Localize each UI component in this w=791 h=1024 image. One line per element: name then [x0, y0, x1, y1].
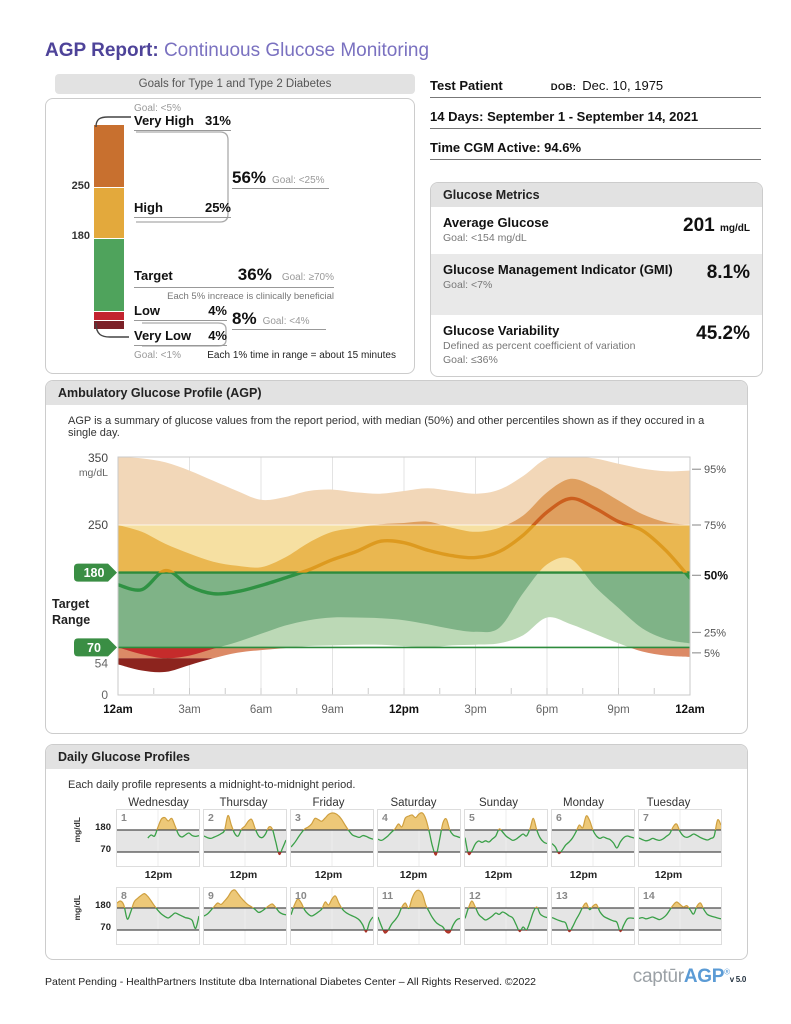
- bar-axis-250: 250: [71, 180, 90, 192]
- noon-labels-row: [116, 869, 747, 881]
- svg-text:3pm: 3pm: [464, 704, 487, 716]
- page-title-bold: AGP Report:: [45, 40, 159, 61]
- row-target: Target 36% Goal: ≥70%: [134, 265, 334, 288]
- daily-row-2: [70, 887, 747, 945]
- daily-mini-chart: [204, 888, 286, 944]
- patient-info: [430, 78, 761, 171]
- agp-chart-wrap: [50, 443, 747, 738]
- bar-segment-high: [94, 187, 124, 238]
- svg-text:6am: 6am: [249, 704, 273, 716]
- svg-text:75%: 75%: [704, 520, 727, 532]
- daily-mini-chart: [117, 888, 199, 944]
- daily-mini-chart: [291, 810, 373, 866]
- agp-section: [45, 380, 748, 734]
- bar-segment-very_high: [94, 125, 124, 187]
- captur-agp-logo: captūrAGP®v 5.0: [632, 966, 746, 987]
- daily-profile-day-12: [464, 887, 548, 945]
- daily-profile-day-2: [203, 809, 287, 867]
- svg-text:0: 0: [101, 688, 108, 702]
- noon-label: 12pm: [484, 869, 513, 881]
- patient-name-row: [430, 78, 761, 98]
- svg-text:6pm: 6pm: [535, 704, 559, 716]
- page-footer: [45, 966, 746, 988]
- bar-axis-180: 180: [71, 230, 90, 242]
- daily-profile-day-10: [290, 887, 374, 945]
- day-number: 14: [643, 890, 655, 902]
- daily-mini-chart: [465, 810, 547, 866]
- row-very-low: Very Low 4%: [134, 328, 227, 346]
- day-name: Sunday: [478, 797, 518, 809]
- day-number: 5: [469, 812, 475, 824]
- svg-text:350: 350: [87, 451, 108, 465]
- glucose-metrics-panel: [430, 182, 763, 377]
- target-note: Each 5% increace is clinically beneficial: [167, 291, 334, 302]
- noon-label: 12pm: [314, 869, 343, 881]
- day-number: 12: [469, 890, 481, 902]
- copyright-text: Patent Pending - HealthPartners Institute dba International Diabetes Center – All Rights Reserved. ©2022: [45, 976, 537, 988]
- svg-text:12pm: 12pm: [388, 704, 420, 716]
- daily-row-1: [70, 809, 747, 867]
- bar-segment-target: [94, 238, 124, 311]
- day-number: 4: [382, 812, 388, 824]
- day-name: Tuesday: [646, 797, 691, 809]
- day-number: 13: [556, 890, 568, 902]
- day-name: Thursday: [219, 797, 268, 809]
- daily-profile-day-3: [290, 809, 374, 867]
- noon-label: 12pm: [654, 869, 683, 881]
- bar-segment-low: [94, 311, 124, 320]
- daily-mini-chart: [204, 810, 286, 866]
- metrics-header: Glucose Metrics: [431, 183, 762, 207]
- agp-chart: [50, 443, 740, 733]
- day-name: Saturday: [390, 797, 437, 809]
- day-names-row: [116, 797, 747, 809]
- report-period-row: 14 Days: September 1 - September 14, 2021: [430, 109, 761, 129]
- time-in-ranges-bar: [94, 125, 124, 329]
- day-name: Monday: [563, 797, 604, 809]
- day-number: 1: [121, 812, 127, 824]
- day-name: Wednesday: [128, 797, 189, 809]
- agp-description: AGP is a summary of glucose values from the report period, with median (50%) and other percentiles shown as if they occured in a single day.: [68, 415, 705, 439]
- daily-mini-chart: [552, 810, 634, 866]
- svg-text:3am: 3am: [178, 704, 201, 716]
- day-number: 2: [208, 812, 214, 824]
- axis-unit: mg/dL: [72, 895, 82, 921]
- svg-text:250: 250: [87, 518, 108, 532]
- daily-profile-day-1: [116, 809, 200, 867]
- row-low: Low 4%: [134, 303, 227, 321]
- noon-label: 12pm: [569, 869, 598, 881]
- daily-section-header: Daily Glucose Profiles: [46, 745, 747, 769]
- svg-text:25%: 25%: [704, 627, 727, 640]
- daily-profile-day-8: [116, 887, 200, 945]
- row-very-high: Very High 31%: [134, 113, 231, 131]
- daily-profile-day-4: [377, 809, 461, 867]
- daily-profile-day-13: [551, 887, 635, 945]
- svg-text:180: 180: [83, 566, 105, 581]
- metric-average-glucose: Average Glucose Goal: <154 mg/dL 201 mg/dL: [443, 215, 750, 244]
- noon-label: 12pm: [144, 869, 173, 881]
- dob-value: Dec. 10, 1975: [582, 78, 664, 93]
- svg-text:5%: 5%: [704, 647, 720, 660]
- cgm-active-row: Time CGM Active: 94.6%: [430, 140, 761, 160]
- svg-text:TargetRange: Target Range: [52, 596, 91, 627]
- page-title-rest: Continuous Glucose Monitoring: [163, 40, 430, 61]
- axis-unit: mg/dL: [72, 817, 82, 843]
- daily-profile-day-6: [551, 809, 635, 867]
- svg-text:9pm: 9pm: [607, 704, 630, 716]
- svg-text:50%: 50%: [704, 568, 729, 583]
- goals-header: Goals for Type 1 and Type 2 Diabetes: [55, 74, 415, 94]
- svg-text:95%: 95%: [704, 464, 727, 477]
- goals-panel: [45, 74, 415, 374]
- page-title: [45, 40, 429, 62]
- agp-section-header: Ambulatory Glucose Profile (AGP): [46, 381, 747, 405]
- range-footnote: Each 1% time in range = about 15 minutes: [207, 350, 396, 361]
- day-number: 11: [382, 890, 394, 902]
- combined-high: 56% Goal: <25%: [232, 168, 329, 189]
- day-number: 6: [556, 812, 562, 824]
- day-number: 9: [208, 890, 214, 902]
- daily-section: [45, 744, 748, 960]
- daily-profile-day-7: [638, 809, 722, 867]
- metric-gmi: Glucose Management Indicator (GMI) Goal: <7% 8.1%: [431, 254, 762, 315]
- goal-very-low: Goal: <1%: [134, 350, 181, 361]
- day-number: 8: [121, 890, 127, 902]
- daily-axis-1: mg/dL 180 70: [72, 817, 111, 855]
- day-number: 7: [643, 812, 649, 824]
- svg-text:54: 54: [94, 656, 108, 671]
- daily-mini-chart: [117, 810, 199, 866]
- svg-text:mg/dL: mg/dL: [78, 467, 108, 479]
- svg-text:70: 70: [87, 640, 101, 655]
- day-name: Friday: [312, 797, 345, 809]
- daily-description: Each daily profile represents a midnight-to-midnight period.: [68, 779, 356, 791]
- daily-profile-day-5: [464, 809, 548, 867]
- day-number: 3: [295, 812, 301, 824]
- dob-label: DOB:: [550, 82, 577, 93]
- daily-mini-chart: [378, 810, 460, 866]
- daily-profile-day-11: [377, 887, 461, 945]
- daily-profile-day-14: [638, 887, 722, 945]
- day-number: 10: [295, 890, 307, 902]
- bar-segment-very_low: [94, 320, 124, 329]
- metric-variability: Glucose Variability Defined as percent coefficient of variation Goal: ≤36% 45.2%: [443, 323, 750, 366]
- row-high: High 25%: [134, 200, 231, 218]
- daily-profile-day-9: [203, 887, 287, 945]
- goals-body: [45, 98, 415, 374]
- combined-low: 8% Goal: <4%: [232, 309, 326, 330]
- patient-name: Test Patient: [430, 78, 503, 93]
- noon-label: 12pm: [399, 869, 428, 881]
- svg-text:9am: 9am: [321, 704, 344, 716]
- svg-text:12am: 12am: [675, 704, 705, 716]
- goal-very-high: Goal: <5%: [134, 103, 181, 114]
- noon-label: 12pm: [229, 869, 258, 881]
- daily-mini-chart: [639, 810, 721, 866]
- daily-axis-2: mg/dL 180 70: [72, 895, 111, 933]
- svg-text:12am: 12am: [103, 704, 133, 716]
